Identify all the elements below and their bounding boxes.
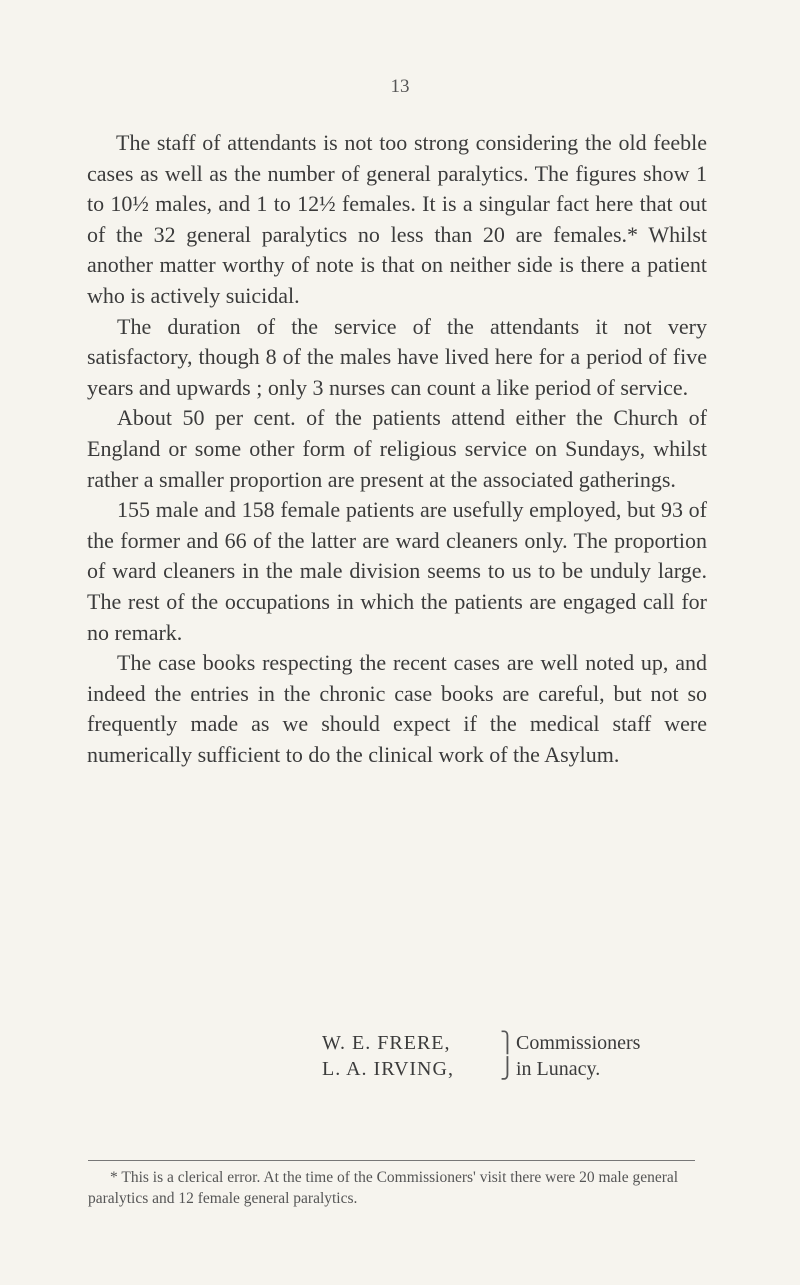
footnote-divider [88,1160,695,1161]
signatory-name: W. E. FRERE, [322,1032,451,1054]
brace-glyph: ⎭ [500,1058,515,1080]
signatory-name: L. A. IRVING, [322,1058,454,1080]
paragraph: About 50 per cent. of the patients attend either the Church of England or some other form of religious service on Sundays, whilst rather a smaller proportion are present at the associated gatherings. [87,405,707,492]
signature-line [322,1030,640,1056]
signatory-role: in Lunacy. [516,1058,601,1080]
body-text [87,128,707,770]
signatory-role: Commissioners [516,1032,641,1054]
page-number: 13 [390,76,410,97]
footnote: * This is a clerical error. At the time of the Commissioners' visit there were 20 male general paralytics and 12 female general paralytics. [88,1169,679,1207]
paragraph: The case books respecting the recent cases are well noted up, and indeed the entries in the chronic case books are careful, but not so frequently made as we should expect if the medical staff were numerically sufficient to do the clinical work of the Asylum. [87,650,707,767]
brace-glyph: ⎫ [500,1032,515,1054]
paragraph: 155 male and 158 female patients are usefully employed, but 93 of the former and 66 of the latter are ward cleaners only. The proportion of ward cleaners in the male division seems to us to be unduly large. The rest of the occupations in which the patients are engaged call for no remark. [87,497,707,645]
signature-block [322,1030,640,1082]
paragraph: The duration of the service of the attendants it not very satisfactory, though 8 of the males have lived here for a period of five years and upwards ; only 3 nurses can count a like period of service. [87,313,707,400]
paragraph: The staff of attendants is not too strong considering the old feeble cases as well as the number of general paralytics. The figures show 1 to 10½ males, and 1 to 12½ females. It is a singular fact here that out of the 32 general paralytics no less than 20 are females.* Whilst another matter worthy of note is that on neither side is there a patient who is actively suicidal. [87,130,707,308]
signature-line [322,1056,640,1082]
